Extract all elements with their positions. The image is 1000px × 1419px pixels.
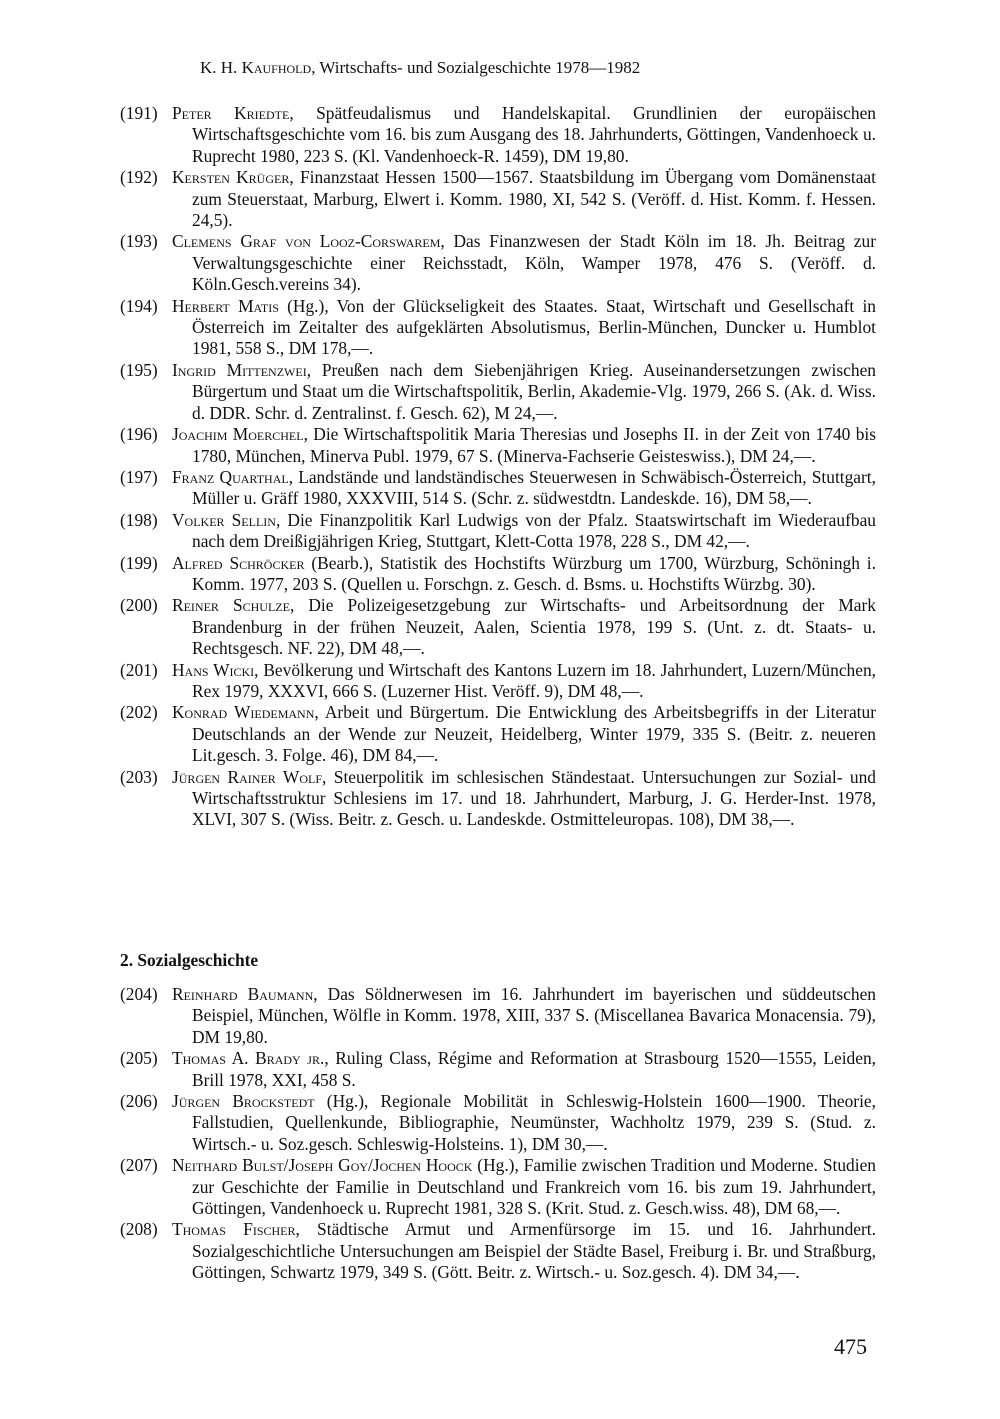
- bibliography-entry: [120, 1155, 876, 1219]
- entry-number: (192): [120, 167, 158, 188]
- entry-number: (198): [120, 509, 158, 530]
- entry-author: Thomas Fischer: [172, 1219, 296, 1240]
- bibliography-entry: [120, 103, 876, 167]
- bibliography-entry: [120, 231, 876, 295]
- bibliography-entry: [120, 984, 876, 1048]
- entry-author: Alfred Schröcker: [172, 552, 305, 573]
- bibliography-list-social: [120, 984, 876, 1284]
- entry-author: Franz Quarthal: [172, 466, 289, 487]
- bibliography-entry: [120, 1219, 876, 1283]
- entry-number: (205): [120, 1048, 158, 1069]
- entry-number: (207): [120, 1155, 158, 1176]
- entry-text: , Die Wirtschaftspolitik Maria Theresias und Josephs II. in der Zeit von 1740 bis 1780, München, Minerva Publ. 1979, 67 S. (Minerva-Fachserie Geisteswiss.), DM 24,—.: [192, 424, 876, 466]
- entry-text: (Hg.), Von der Glückseligkeit des Staates. Staat, Wirtschaft und Gesellschaft in Österreich im Zeitalter des aufgeklärten Absolutismus, Berlin-München, Duncker u. Humblot 1981, 558 S., DM 178,—.: [192, 295, 876, 359]
- entry-number: (195): [120, 359, 158, 380]
- entry-author: Neithard Bulst/Joseph Goy/Jochen Hoock: [172, 1155, 473, 1176]
- entry-number: (203): [120, 766, 158, 787]
- entry-number: (200): [120, 595, 158, 616]
- entry-number: (191): [120, 103, 158, 123]
- entry-author: Reinhard Baumann: [172, 984, 314, 1004]
- bibliography-entry: [120, 767, 876, 831]
- entry-author: Ingrid Mittenzwei: [172, 359, 307, 380]
- entry-text: , Das Finanzwesen der Stadt Köln im 18. Jh. Beitrag zur Verwaltungsgeschichte einer Reichsstadt, Köln, Wamper 1978, 476 S. (Veröff. d. Köln.Gesch.vereins 34).: [192, 231, 876, 295]
- entry-text: , Finanzstaat Hessen 1500—1567. Staatsbildung im Übergang vom Domänenstaat zum Steuerstaat, Marburg, Elwert i. Komm. 1980, XI, 542 S. (Veröff. d. Hist. Komm. f. Hessen. 24,5).: [192, 167, 876, 231]
- entry-text: , Preußen nach dem Siebenjährigen Krieg. Auseinandersetzungen zwischen Bürgertum und Staat um die Wirtschaftspolitik, Berlin, Akademie-Vlg. 1979, 266 S. (Ak. d. Wiss. d. DDR. Schr. d. Zentralinst. f. Gesch. 62), M 24,—.: [192, 359, 876, 423]
- entry-author: Peter Kriedte: [172, 103, 290, 123]
- bibliography-entry: [120, 467, 876, 510]
- entry-text: (Hg.), Regionale Mobilität in Schleswig-Holstein 1600—1900. Theorie, Fallstudien, Quellenkunde, Bibliographie, Neumünster, Wachholtz 1979, 239 S. (Stud. z. Wirtsch.- u. Soz.gesch. Schleswig-Holsteins. 1), DM 30,—.: [192, 1091, 876, 1154]
- section-heading: 2. Sozialgeschichte: [120, 950, 259, 970]
- entry-text: , Ruling Class, Régime and Reformation at Strasbourg 1520—1555, Leiden, Brill 1978, XXI, 458 S.: [192, 1048, 876, 1090]
- running-head-initials: K. H.: [200, 58, 238, 77]
- entry-text: , Städtische Armut und Armenfürsorge im 15. und 16. Jahrhundert. Sozialgeschichtliche Untersuchungen am Beispiel der Städte Basel, Freiburg i. Br. und Straßburg, Göttingen, Schwartz 1979, 349 S. (Gött. Beitr. z. Wirtsch.- u. Soz.gesch. 4). DM 34,—.: [192, 1219, 876, 1283]
- entry-author: Joachim Moerchel: [172, 424, 304, 445]
- bibliography-entry: [120, 296, 876, 360]
- running-head-title: , Wirtschafts- und Sozialgeschichte 1978—1982: [311, 58, 641, 77]
- page-number: 475: [834, 1334, 867, 1359]
- entry-author: Herbert Matis: [172, 295, 279, 316]
- entry-number: (204): [120, 984, 158, 1004]
- entry-number: (194): [120, 295, 158, 316]
- bibliography-list-economic: [120, 103, 876, 831]
- entry-number: (202): [120, 702, 158, 723]
- entry-author: Kersten Krüger: [172, 167, 290, 188]
- bibliography-entry: [120, 595, 876, 659]
- entry-text: , Spätfeudalismus und Handelskapital. Grundlinien der europäischen Wirtschaftsgeschichte vom 16. bis zum Ausgang des 18. Jahrhunderts, Göttingen, Vandenhoeck u. Ruprecht 1980, 223 S. (Kl. Vandenhoeck-R. 1459), DM 19,80.: [192, 103, 877, 166]
- bibliography-entry: [120, 424, 876, 467]
- bibliography-entry: [120, 702, 876, 766]
- entry-text: (Hg.), Familie zwischen Tradition und Moderne. Studien zur Geschichte der Familie in Deutschland und Frankreich vom 16. bis zum 19. Jahrhundert, Göttingen, Vandenhoeck u. Ruprecht 1981, 328 S. (Krit. Stud. z. Gesch.wiss. 48), DM 68,—.: [192, 1155, 876, 1219]
- entry-author: Konrad Wiedemann: [172, 702, 315, 723]
- entry-number: (201): [120, 659, 158, 680]
- entry-author: Jürgen Brockstedt: [172, 1091, 315, 1112]
- bibliography-entry: [120, 553, 876, 596]
- entry-author: Clemens Graf von Looz-Corswarem: [172, 231, 441, 252]
- bibliography-entry: [120, 660, 876, 703]
- entry-author: Reiner Schulze: [172, 595, 290, 616]
- running-head: [200, 58, 640, 78]
- entry-number: (206): [120, 1091, 158, 1112]
- entry-author: Thomas A. Brady jr.: [172, 1048, 325, 1069]
- bibliography-entry: [120, 1048, 876, 1091]
- entry-author: Jürgen Rainer Wolf: [172, 766, 322, 787]
- bibliography-entry: [120, 167, 876, 231]
- running-head-author: Kaufhold: [241, 58, 312, 77]
- entry-number: (196): [120, 424, 158, 445]
- bibliography-entry: [120, 1091, 876, 1155]
- entry-text: , Die Finanzpolitik Karl Ludwigs von der Pfalz. Staatswirtschaft im Wiederaufbau nach dem Dreißigjährigen Krieg, Stuttgart, Klett-Cotta 1978, 228 S., DM 42,—.: [192, 509, 876, 552]
- entry-text: , Steuerpolitik im schlesischen Ständestaat. Untersuchungen zur Sozial- und Wirtschaftsstruktur Schlesiens im 17. und 18. Jahrhundert, Marburg, J. G. Herder-Inst. 1978, XLVI, 307 S. (Wiss. Beitr. z. Gesch. u. Landeskde. Ostmitteleuropas. 108), DM 38,—.: [192, 766, 877, 830]
- bibliography-entry: [120, 510, 876, 553]
- entry-number: (208): [120, 1219, 158, 1240]
- entry-number: (193): [120, 231, 158, 252]
- entry-text: , Landstände und landständisches Steuerwesen in Schwäbisch-Österreich, Stuttgart, Müller u. Gräff 1980, XXXVIII, 514 S. (Schr. z. südwestdtn. Landeskde. 16), DM 58,—.: [192, 466, 876, 509]
- entry-text: , Bevölkerung und Wirtschaft des Kantons Luzern im 18. Jahrhundert, Luzern/München, Rex 1979, XXXVI, 666 S. (Luzerner Hist. Veröff. 9), DM 48,—.: [192, 659, 876, 701]
- entry-number: (199): [120, 552, 158, 573]
- entry-text: , Arbeit und Bürgertum. Die Entwicklung des Arbeitsbegriffs in der Literatur Deutschlands an der Wende zur Neuzeit, Heidelberg, Winter 1979, 335 S. (Beitr. z. neueren Lit.gesch. 3. Folge. 46), DM 84,—.: [192, 702, 876, 766]
- bibliography-entry: [120, 360, 876, 424]
- entry-text: (Bearb.), Statistik des Hochstifts Würzburg um 1700, Würzburg, Schöningh i. Komm. 1977, 203 S. (Quellen u. Forschgn. z. Gesch. d. Bsms. u. Hochstifts Würzbg. 30).: [192, 552, 876, 594]
- entry-text: , Das Söldnerwesen im 16. Jahrhundert im bayerischen und süddeutschen Beispiel, München, Wölfle in Komm. 1978, XIII, 337 S. (Miscellanea Bavarica Monacensia. 79), DM 19,80.: [192, 984, 876, 1047]
- entry-author: Volker Sellin: [172, 509, 276, 530]
- entry-author: Hans Wicki: [172, 659, 255, 680]
- entry-text: , Die Polizeigesetzgebung zur Wirtschafts- und Arbeitsordnung der Mark Brandenburg in der frühen Neuzeit, Aalen, Scientia 1978, 199 S. (Unt. z. dt. Staats- u. Rechtsgesch. NF. 22), DM 48,—.: [192, 595, 876, 659]
- entry-number: (197): [120, 466, 158, 487]
